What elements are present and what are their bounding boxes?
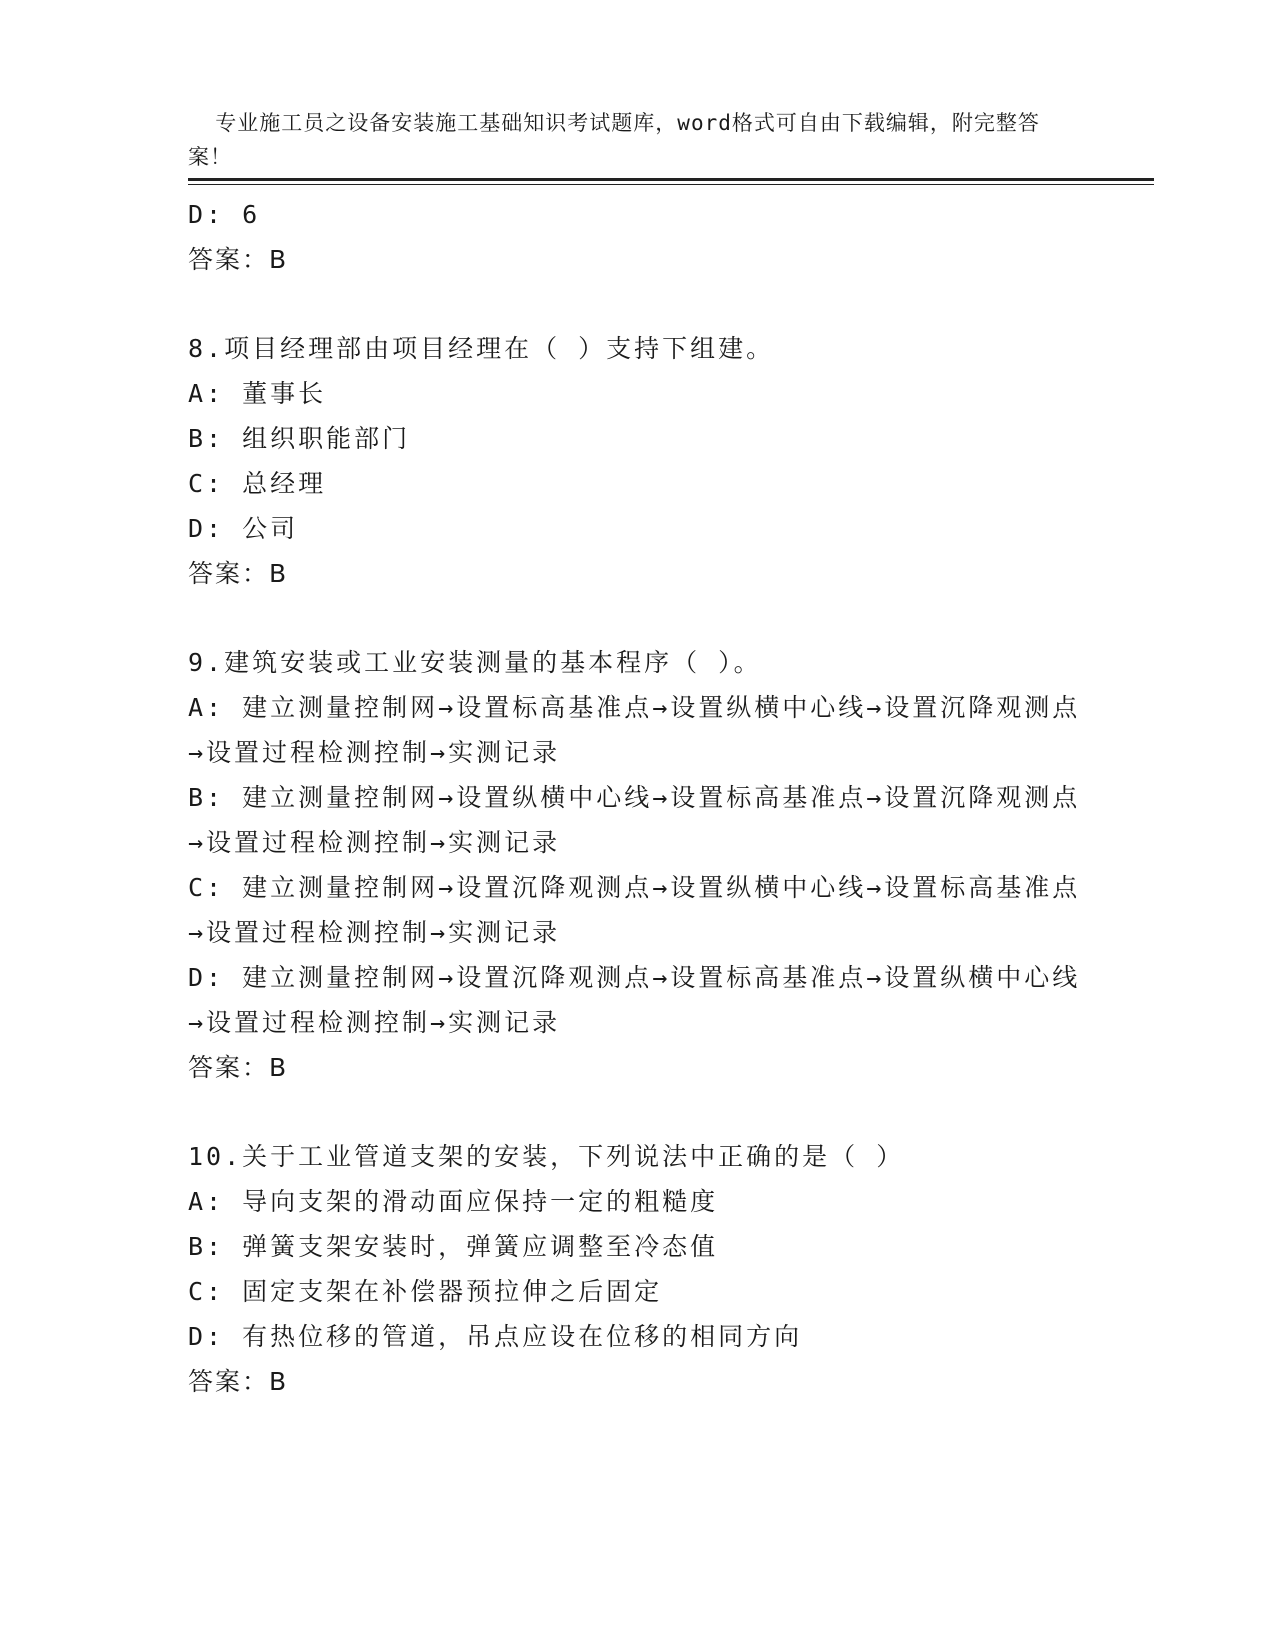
option-d: D: 建立测量控制网→设置沉降观测点→设置标高基准点→设置纵横中心线→设置过程检测控制→实测记录 <box>188 963 1081 1037</box>
document-header <box>188 72 1068 174</box>
option-d: D: 有热位移的管道，吊点应设在位移的相同方向 <box>188 1322 803 1351</box>
question-stem: 9.建筑安装或工业安装测量的基本程序（ ）。 <box>188 648 762 677</box>
option-a: A: 建立测量控制网→设置标高基准点→设置纵横中心线→设置沉降观测点→设置过程检测控制→实测记录 <box>188 693 1081 767</box>
option-b: B: 组织职能部门 <box>188 424 411 453</box>
answer: 答案：B <box>188 1367 289 1396</box>
option-c: C: 总经理 <box>188 469 327 498</box>
question-stem: 8.项目经理部由项目经理在（ ）支持下组建。 <box>188 334 775 363</box>
header-title: 专业施工员之设备安装施工基础知识考试题库，word格式可自由下载编辑，附完整答案！ <box>188 111 1040 169</box>
answer: 答案：B <box>188 245 289 274</box>
question-list <box>188 192 1088 1404</box>
question-9 <box>188 640 1088 1090</box>
option-a: A: 董事长 <box>188 379 327 408</box>
option-d: D: 公司 <box>188 514 299 543</box>
option-b: B: 弹簧支架安装时，弹簧应调整至冷态值 <box>188 1232 719 1261</box>
header-rule-thick <box>188 178 1154 181</box>
option-d: D: 6 <box>188 200 261 229</box>
question-stem: 10.关于工业管道支架的安装，下列说法中正确的是（ ） <box>188 1142 905 1171</box>
header-rule-thin <box>188 184 1154 185</box>
question-10 <box>188 1134 1088 1404</box>
option-b: B: 建立测量控制网→设置纵横中心线→设置标高基准点→设置沉降观测点→设置过程检测控制→实测记录 <box>188 783 1081 857</box>
option-a: A: 导向支架的滑动面应保持一定的粗糙度 <box>188 1187 719 1216</box>
option-c: C: 固定支架在补偿器预拉伸之后固定 <box>188 1277 663 1306</box>
option-c: C: 建立测量控制网→设置沉降观测点→设置纵横中心线→设置标高基准点→设置过程检测控制→实测记录 <box>188 873 1081 947</box>
answer: 答案：B <box>188 1053 289 1082</box>
answer: 答案：B <box>188 559 289 588</box>
question-8 <box>188 326 1088 596</box>
